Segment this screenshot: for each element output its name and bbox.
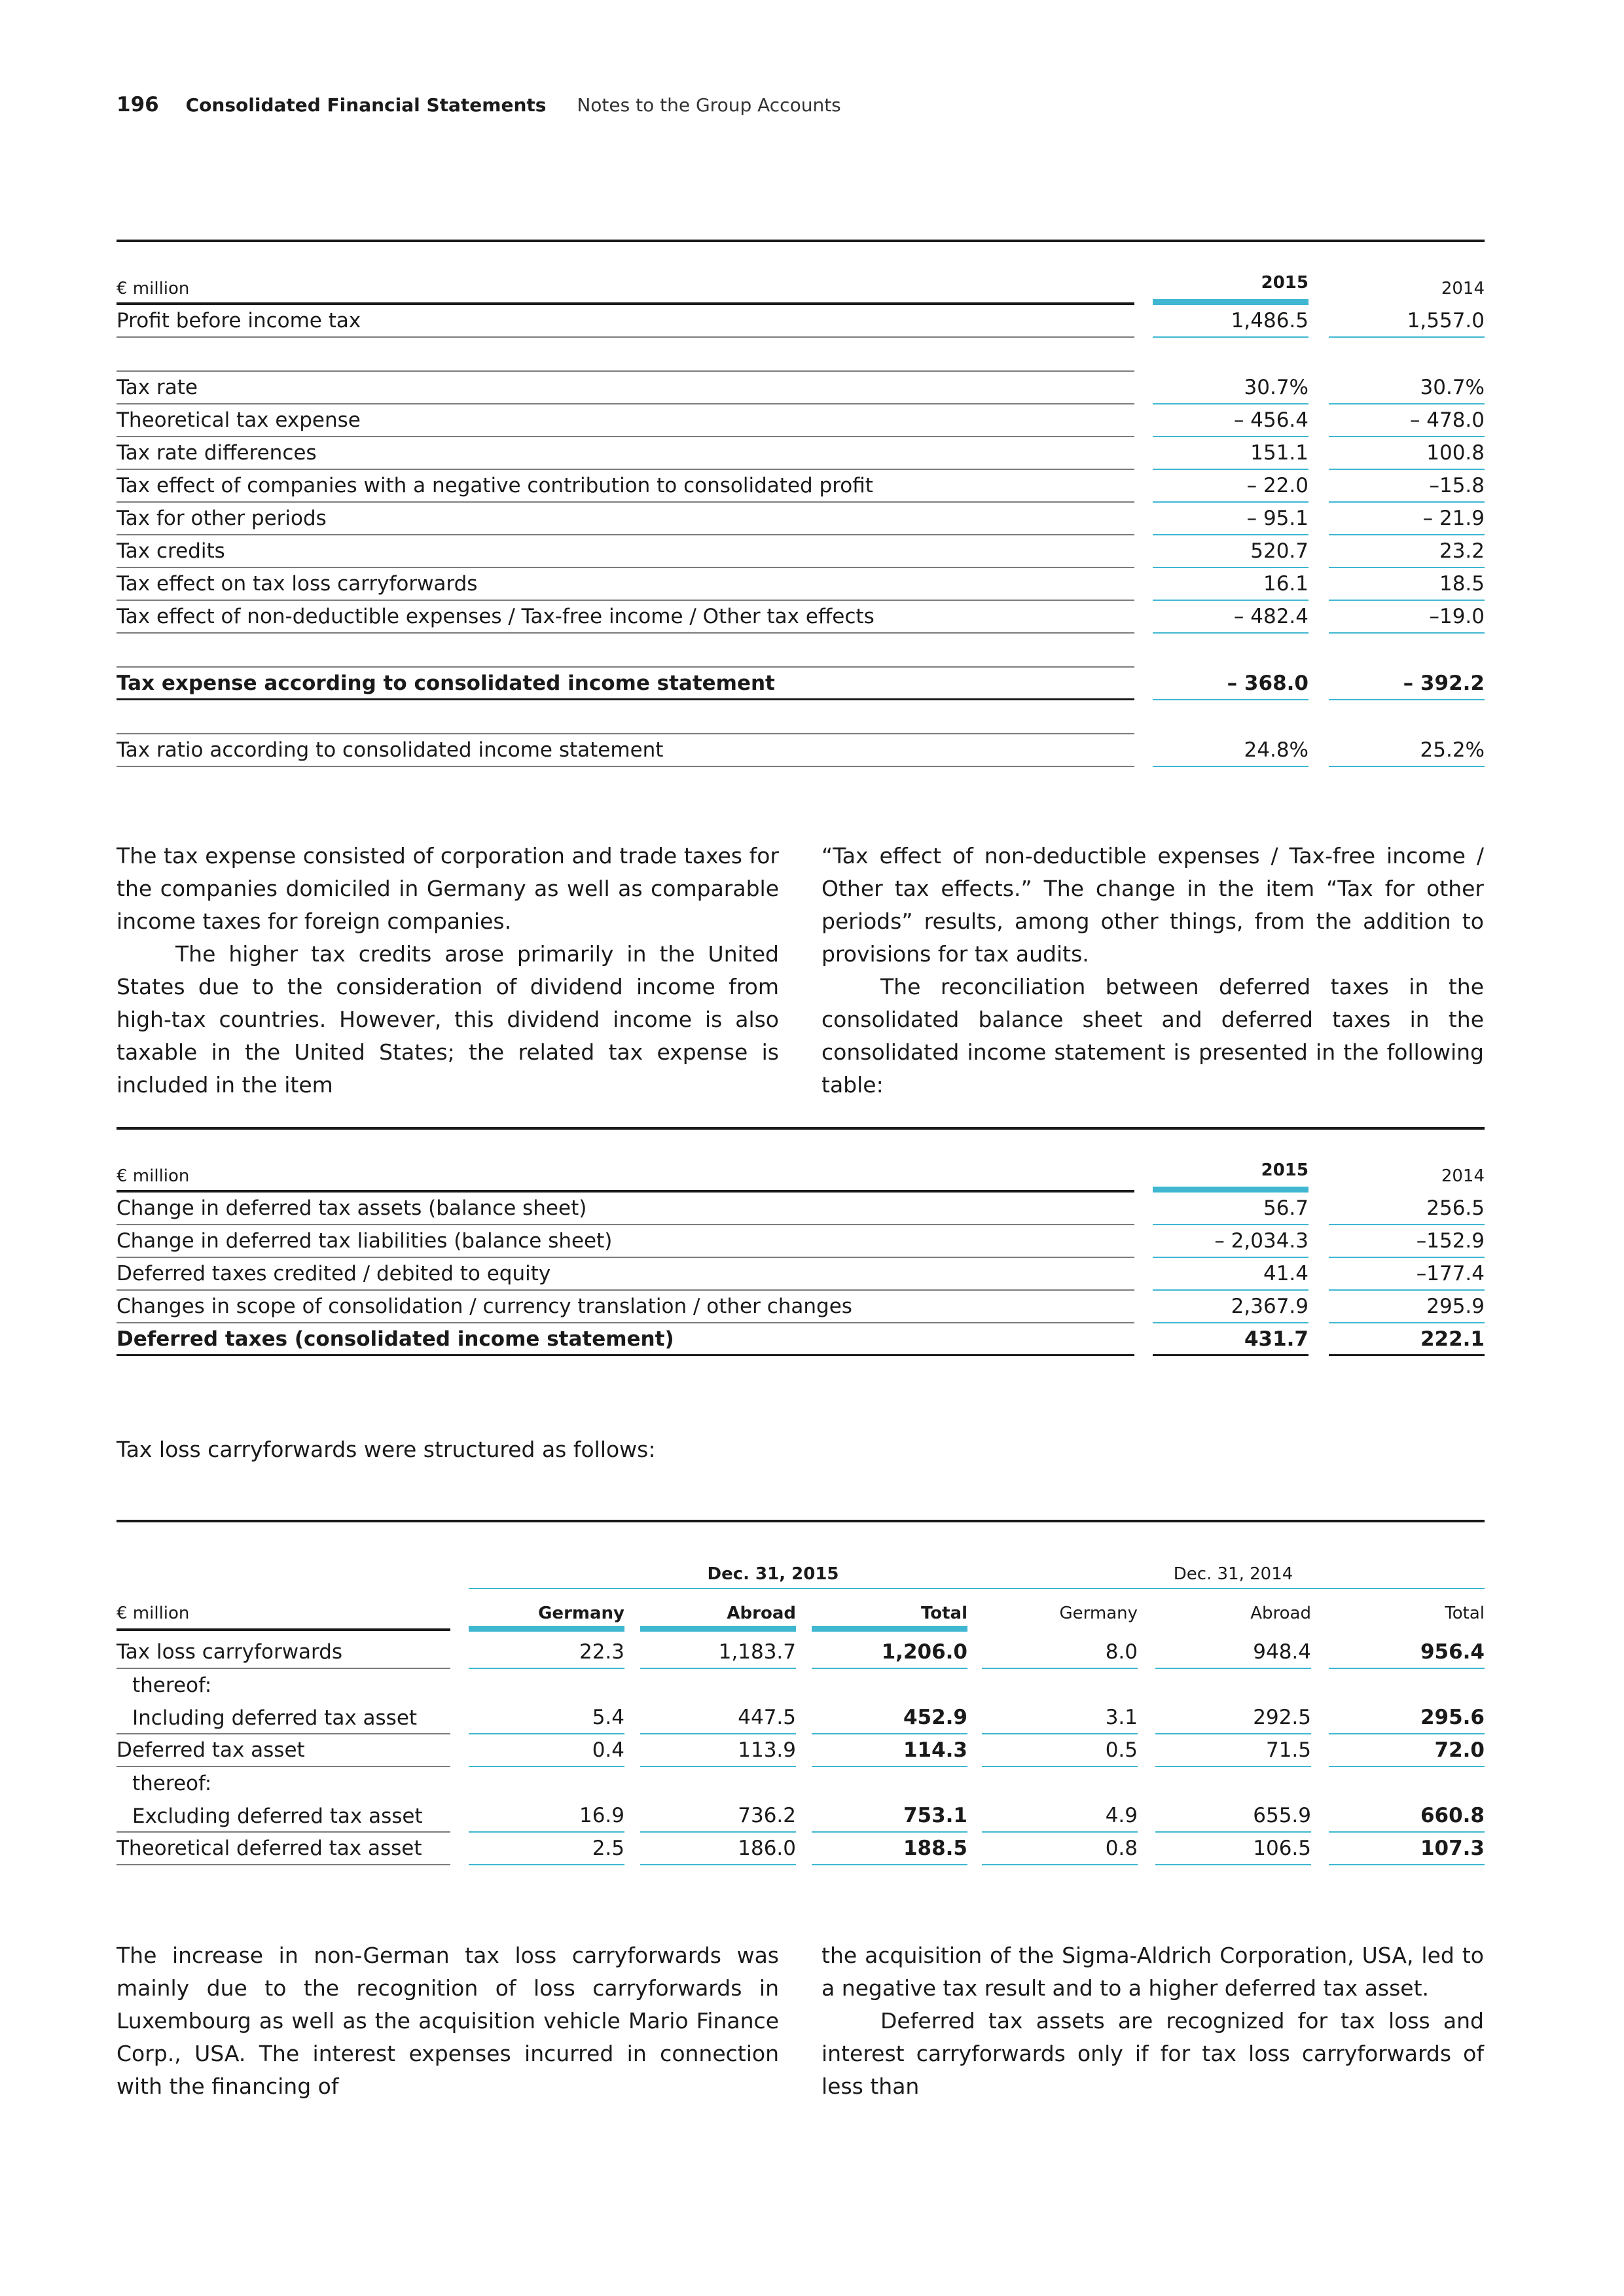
table-row: Tax effect of non-deductible expenses / Tax-free income / Other tax effects – 482.4 –19.0	[117, 601, 1485, 634]
table-row: Tax for other periods – 95.1 – 21.9	[117, 503, 1485, 535]
section-title: Consolidated Financial Statements	[185, 94, 547, 116]
paragraph: The reconciliation between deferred taxes in the consolidated balance sheet and deferred taxes in the consolidated income statement is presented in the following table:	[821, 974, 1484, 1098]
col-2014-header: 2014	[1441, 1166, 1485, 1186]
table-row: Changes in scope of consolidation / currency translation / other changes 2,367.9 295.9	[117, 1291, 1485, 1323]
table-row: Tax rate differences 151.1 100.8	[117, 437, 1485, 470]
col-2015-header: 2015	[1153, 1162, 1308, 1193]
col-2015-header: 2015	[1153, 275, 1308, 305]
table-row: Change in deferred tax assets (balance sheet) 56.7 256.5	[117, 1193, 1485, 1225]
table-row: Change in deferred tax liabilities (balance sheet) – 2,034.3 –152.9	[117, 1225, 1485, 1258]
col-header: Abroad	[1250, 1604, 1311, 1623]
col-header: Total	[812, 1604, 967, 1632]
paragraph: The higher tax credits arose primarily in the United States due to the consideration of dividend income from high-tax countries. However, this dividend income is also taxable in the United States; the related tax expense is included in the item	[117, 941, 779, 1098]
row-label: Theoretical deferred tax asset	[117, 1833, 450, 1865]
table-row: Deferred taxes credited / debited to equity 41.4 –177.4	[117, 1258, 1485, 1291]
table-row: Profit before income tax 1,486.5 1,557.0	[117, 305, 1485, 338]
page-number: 196	[117, 93, 159, 117]
table-total-row: Deferred taxes (consolidated income statement) 431.7 222.1	[117, 1323, 1485, 1356]
table-top-rule	[117, 1520, 1485, 1522]
unit-label: € million	[117, 1166, 190, 1186]
table-header-row	[117, 1162, 1485, 1193]
col-header: Germany	[1059, 1604, 1138, 1623]
row-label: thereof: Including deferred tax asset	[117, 1669, 450, 1734]
text-column-right-2	[821, 1939, 1484, 2103]
paragraph: the acquisition of the Sigma-Aldrich Corporation, USA, led to a negative tax result and to a higher deferred tax asset.	[821, 1943, 1484, 2001]
group-header-2014: Dec. 31, 2014	[982, 1564, 1485, 1589]
text-column-left	[117, 840, 779, 1102]
table-row: Theoretical tax expense – 456.4 – 478.0	[117, 404, 1485, 437]
tax-loss-carryforward-table: Dec. 31, 2015 Dec. 31, 2014 € million Germany Abroad Total Germany Abroad Total Tax loss carryforwards 22.3 1,183.7 1,206.0 8.0 948.4 956.4 thereof: Including deferred tax asset 5.4 447.5 452.9 3.1 292.5 295.6 Deferred tax asset 0.4 113.9 114.3 0.5 71.5 72.0 thereof: Excluding deferred tax asset 16.9 736.2 753.1 4.9 655.9 660.8 Theoretical deferred tax asset 2.5 186.0 188.5 0.8 106.5 107.3	[117, 1520, 1485, 1873]
table-row: Tax credits 520.7 23.2	[117, 535, 1485, 568]
table-row: Tax rate 30.7% 30.7%	[117, 370, 1134, 404]
page-header	[117, 93, 841, 117]
col-2014-header: 2014	[1441, 279, 1485, 298]
text-column-left-2	[117, 1939, 779, 2103]
table3-intro: Tax loss carryforwards were structured as follows:	[117, 1437, 656, 1462]
table-row: Tax ratio according to consolidated income statement 24.8% 25.2%	[117, 733, 1134, 767]
col-header: Germany	[469, 1604, 624, 1632]
unit-label: € million	[117, 279, 190, 298]
table-row: Tax effect on tax loss carryforwards 16.1 18.5	[117, 568, 1485, 601]
table-total-row: Tax expense according to consolidated income statement – 368.0 – 392.2	[117, 666, 1134, 700]
row-label: Tax loss carryforwards	[117, 1636, 450, 1669]
tax-reconciliation-table	[117, 240, 1485, 767]
paragraph: The tax expense consisted of corporation and trade taxes for the companies domiciled in Germany as well as comparable income taxes for foreign companies.	[117, 843, 779, 934]
paragraph: The increase in non-German tax loss carryforwards was mainly due to the recognition of loss carryforwards in Luxembourg as well as the acquisition vehicle Mario Finance Corp., USA. The interest expenses incurred in connection with the financing of	[117, 1943, 779, 2099]
paragraph: Deferred tax assets are recognized for tax loss and interest carryforwards only if for tax loss carryforwards of less than	[821, 2008, 1484, 2099]
group-header-2015: Dec. 31, 2015	[469, 1564, 1077, 1589]
row-label: Deferred tax asset	[117, 1734, 450, 1767]
paragraph: “Tax effect of non-deductible expenses / Tax-free income / Other tax effects.” The change in the item “Tax for other periods” results, among other things, from the addition to provisions for tax audits.	[821, 843, 1484, 967]
unit-label: € million	[117, 1604, 450, 1631]
col-header: Abroad	[640, 1604, 796, 1632]
text-column-right	[821, 840, 1484, 1102]
table-header-row	[117, 275, 1485, 305]
subsection-title: Notes to the Group Accounts	[577, 94, 841, 116]
table-row: Tax effect of companies with a negative contribution to consolidated profit – 22.0 –15.8	[117, 470, 1485, 503]
row-label: thereof: Excluding deferred tax asset	[117, 1767, 450, 1833]
col-header: Total	[1445, 1604, 1485, 1623]
deferred-tax-table	[117, 1127, 1485, 1356]
